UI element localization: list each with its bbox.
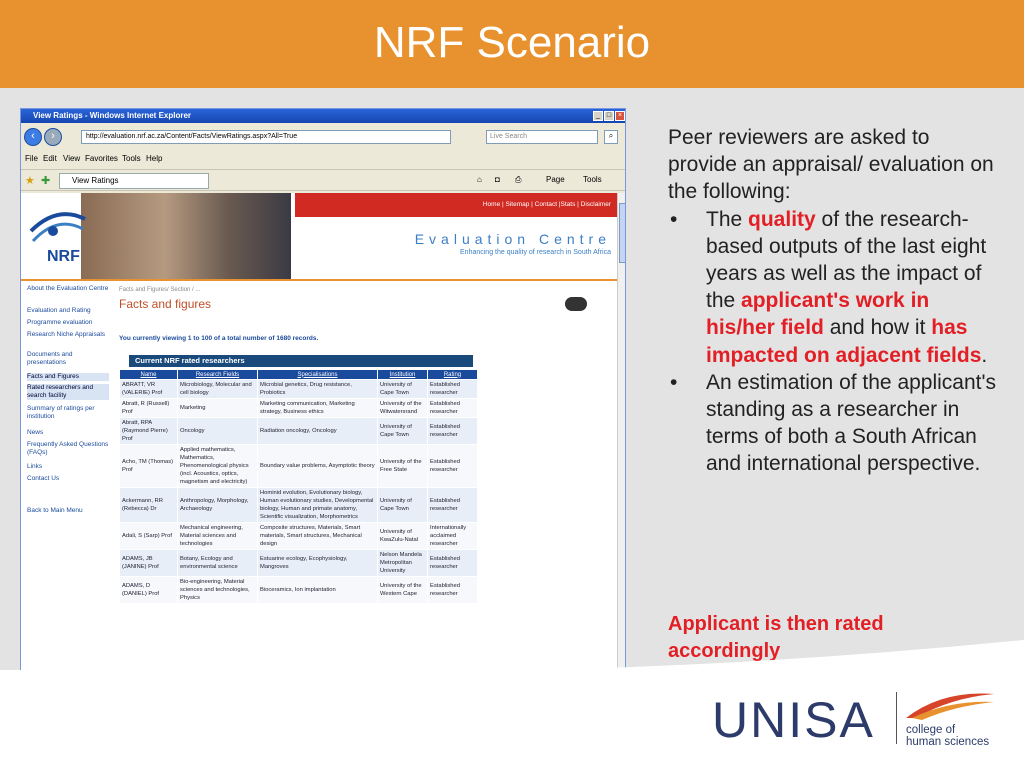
college-name: college of human sciences [906, 724, 990, 748]
nav-about[interactable]: About the Evaluation Centre [27, 285, 109, 292]
bullet2-text: An estimation of the applicant's standing as a researcher in terms of both a South African and international perspective. [706, 370, 997, 476]
banner-divider [21, 279, 617, 281]
col-rating[interactable]: Rating [428, 370, 478, 380]
search-input[interactable]: Live Search [486, 130, 598, 144]
bullet-quality [668, 206, 998, 369]
add-favorite-icon[interactable]: ✚ [41, 175, 51, 187]
table-cell: Bio-engineering, Material sciences and technologies, Physics [178, 577, 258, 604]
menu-tools[interactable]: Tools [122, 154, 141, 163]
menu-view[interactable]: View [63, 154, 81, 163]
nav-summary[interactable]: Summary of ratings per institution [27, 405, 95, 420]
close-icon[interactable]: × [615, 111, 625, 121]
nav-news[interactable]: News [27, 429, 44, 436]
table-cell: Established researcher [428, 418, 478, 445]
bullet1-text-3: and how it [823, 316, 932, 340]
bullet-standing [668, 369, 998, 478]
table-cell: Composite structures, Materials, Smart materials, Smart structures, Mechanical design [258, 523, 378, 550]
table-cell: Acho, TM (Thomas) Prof [120, 445, 178, 488]
bullet1-highlight-impact: has impacted on adjacent fields [706, 316, 982, 367]
intro-text: Peer reviewers are asked to provide an appraisal/ evaluation on the following: [668, 126, 994, 204]
window-title: View Ratings - Windows Internet Explorer [21, 109, 626, 123]
nav-evaluation[interactable]: Evaluation and Rating [27, 307, 91, 314]
table-cell: Established researcher [428, 550, 478, 577]
table-cell: Abratt, RPA (Raymond Pierre) Prof [120, 418, 178, 445]
nav-links[interactable]: Links [27, 463, 43, 470]
nav-documents[interactable]: Documents and presentations [27, 351, 73, 366]
logo-divider [896, 692, 897, 744]
col-institution[interactable]: Institution [378, 370, 428, 380]
tab-view-ratings[interactable]: View Ratings [59, 173, 209, 189]
unisa-swoosh-icon [902, 688, 997, 720]
bullet-marker: • [670, 370, 678, 394]
table-cell: Oncology [178, 418, 258, 445]
table-cell: Applied mathematics, Mathematics, Phenomenological physics (incl. Acoustics, optics, magnetism and electricity) [178, 445, 258, 488]
table-cell: Established researcher [428, 380, 478, 399]
nav-programme[interactable]: Programme evaluation [27, 319, 93, 326]
table-cell: Established researcher [428, 399, 478, 418]
table-row [120, 399, 478, 418]
col-specialisations[interactable]: Specialisations [258, 370, 378, 380]
breadcrumb: Facts and Figures/ Section / ... [119, 287, 201, 293]
table-cell: University of Cape Town [378, 380, 428, 399]
feeds-icon[interactable]: ◘ [495, 175, 500, 184]
brand-title: Evaluation Centre [414, 231, 611, 247]
address-bar[interactable]: http://evaluation.nrf.ac.za/Content/Facts/ViewRatings.aspx?All=True [81, 130, 451, 144]
maximize-icon[interactable]: □ [604, 111, 614, 121]
records-count: You currently viewing 1 to 100 of a total number of 1680 records. [119, 335, 319, 342]
page-menu[interactable]: Page [546, 175, 565, 184]
table-cell: Internationally acclaimed researcher [428, 523, 478, 550]
bullet1-highlight-work: applicant's work in his/her field [706, 289, 930, 340]
table-cell: Established researcher [428, 445, 478, 488]
scrollbar-thumb[interactable] [619, 203, 626, 263]
table-cell: Boundary value problems, Asymptotic theory [258, 445, 378, 488]
table-cell: Hominid evolution, Evolutionary biology, Human evolutionary studies, Developmental biology, Human and primate anatomy, Scientific visualization, Morphometrics [258, 488, 378, 523]
tools-menu[interactable]: Tools [583, 175, 602, 184]
table-row [120, 418, 478, 445]
table-cell: University of the Free State [378, 445, 428, 488]
menu-help[interactable]: Help [146, 154, 163, 163]
table-cell: University of the Western Cape [378, 577, 428, 604]
table-cell: Estuarine ecology, Ecophysiology, Mangroves [258, 550, 378, 577]
table-cell: Anthropology, Morphology, Archaeology [178, 488, 258, 523]
table-row [120, 550, 478, 577]
menu-file[interactable]: File [25, 154, 38, 163]
forward-icon[interactable]: › [44, 128, 62, 146]
tab-bar [21, 169, 626, 191]
table-row [120, 445, 478, 488]
site-banner [21, 193, 617, 281]
favorites-star-icon[interactable]: ★ [25, 175, 35, 187]
table-cell: Established researcher [428, 577, 478, 604]
ratings-table [119, 369, 478, 604]
bullet-text [668, 124, 998, 478]
home-icon[interactable]: ⌂ [477, 175, 482, 184]
table-cell: Established researcher [428, 488, 478, 523]
table-cell: ADAMS, D (DANIEL) Prof [120, 577, 178, 604]
table-cell: Marketing [178, 399, 258, 418]
nav-faqs[interactable]: Frequently Asked Questions (FAQs) [27, 441, 109, 456]
nav-contact[interactable]: Contact Us [27, 475, 60, 482]
nav-rated-researchers[interactable]: Rated researchers and search facility [27, 384, 109, 400]
table-cell: Adali, S (Sarp) Prof [120, 523, 178, 550]
col-name[interactable]: Name [120, 370, 178, 380]
table-cell: Radiation oncology, Oncology [258, 418, 378, 445]
conclusion-text: Applicant is then rated accordingly [668, 613, 884, 662]
bullet-marker: • [670, 207, 678, 231]
table-cell: University of Cape Town [378, 418, 428, 445]
back-icon[interactable]: ‹ [24, 128, 42, 146]
slide-title: NRF Scenario [373, 18, 651, 67]
list-title: Current NRF rated researchers [129, 355, 473, 367]
print-icon[interactable]: ⎙ [515, 175, 522, 184]
table-cell: Botany, Ecology and environmental science [178, 550, 258, 577]
bullet1-text-1: The [706, 207, 749, 231]
table-cell: ADAMS, JB (JANINE) Prof [120, 550, 178, 577]
table-cell: Microbial genetics, Drug resistance, Probiotics [258, 380, 378, 399]
menu-edit[interactable]: Edit [43, 154, 57, 163]
nrf-logo-text: NRF [47, 248, 80, 265]
table-cell: Microbiology, Molecular and cell biology [178, 380, 258, 399]
table-cell: University of Cape Town [378, 488, 428, 523]
table-cell: Abratt, R (Russell) Prof [120, 399, 178, 418]
table-cell: Ackermann, RR (Rebecca) Dr [120, 488, 178, 523]
nav-back[interactable]: Back to Main Menu [27, 507, 83, 514]
minimize-icon[interactable]: _ [593, 111, 603, 121]
table-cell: ABRATT, VR (VALERIE) Prof [120, 380, 178, 399]
menu-favorites[interactable]: Favorites [85, 154, 118, 163]
nav-niche[interactable]: Research Niche Appraisals [27, 331, 106, 338]
top-links[interactable]: Home | Sitemap | Contact |Stats | Disclaimer [295, 193, 617, 217]
bullet1-text-4: . [981, 343, 988, 367]
unisa-wordmark: UNISA [712, 692, 875, 748]
table-cell: Mechanical engineering, Material sciences and technologies [178, 523, 258, 550]
table-cell: Nelson Mandela Metropolitan University [378, 550, 428, 577]
col-fields[interactable]: Research Fields [178, 370, 258, 380]
table-cell: Marketing communication, Marketing strategy, Business ethics [258, 399, 378, 418]
table-cell: Bioceramics, Ion implantation [258, 577, 378, 604]
nrf-logo [27, 201, 89, 267]
banner-photo [81, 193, 291, 281]
nav-facts[interactable]: Facts and Figures [27, 373, 109, 381]
bullet1-text-2: of the research-based outputs of the last eight years as well as the impact of the [706, 207, 987, 313]
table-row [120, 380, 478, 399]
address-toolbar [21, 125, 626, 149]
search-icon[interactable]: ⌕ [604, 130, 618, 144]
bullet1-highlight-quality: quality [748, 207, 816, 231]
page-heading: Facts and figures [119, 297, 212, 311]
decorative-graphic [565, 297, 587, 311]
table-cell: University of the Witwatersrand [378, 399, 428, 418]
menu-bar [21, 151, 626, 167]
table-row [120, 488, 478, 523]
table-row [120, 523, 478, 550]
table-cell: University of KwaZulu-Natal [378, 523, 428, 550]
brand-tagline: Enhancing the quality of research in South Africa [460, 249, 611, 256]
